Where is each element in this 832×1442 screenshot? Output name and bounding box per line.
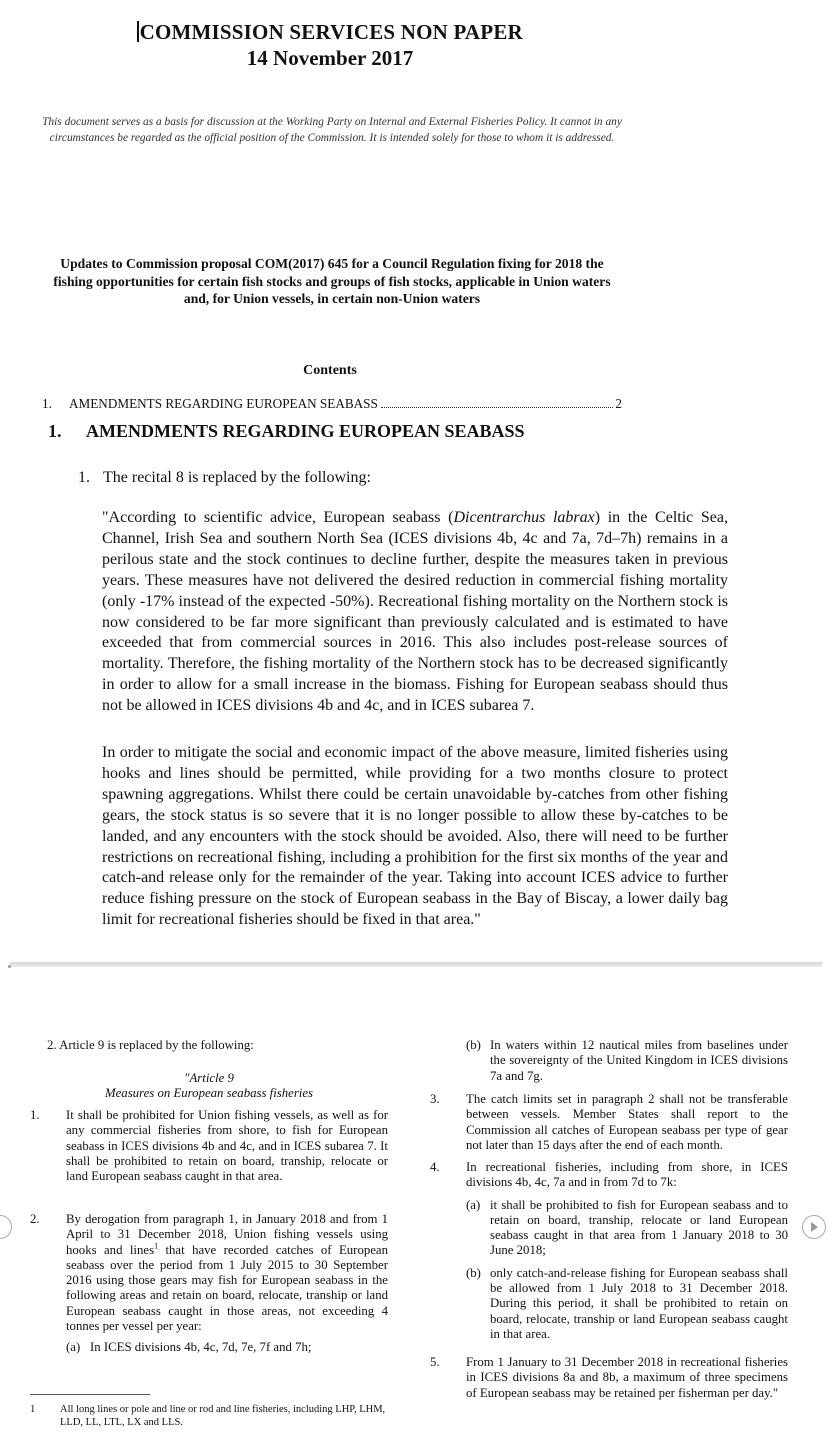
- toc-entry-label: AMENDMENTS REGARDING EUROPEAN SEABASS: [69, 396, 378, 411]
- updates-title: Updates to Commission proposal COM(2017) 645 for a Council Regulation fixing for 2018 the fishing opportunities for certain fish stocks and groups of fish stocks, applicable in Union waters and, for Union vessels, in certain non-Union waters: [53, 256, 611, 306]
- article-paragraph-3: 3. The catch limits set in paragraph 2 shall not be transferable between vessels. Member States shall report to the Commission all catches of European seabass per type of gear not later than 15 days after the end of each month.: [430, 1092, 788, 1152]
- text-cursor: [137, 21, 139, 42]
- toc-entry-page: 2: [615, 396, 622, 411]
- section-heading: 1. AMENDMENTS REGARDING EUROPEAN SEABASS: [48, 421, 525, 441]
- document-title: COMMISSION SERVICES NON PAPER: [0, 20, 660, 45]
- article-paragraph-2: 2. By derogation from paragraph 1, in January 2018 and from 1 April to 31 December 2018, Union fishing vessels using hooks and lines$^1$ that have recorded catches of European seabass over the period from 1 July 2015 to 30 September 2016 using those gears may fish for European seabass in the following areas and retain on board, relocate, tranship or land European seabass caught in those areas, not exceeding 4 tonnes per vessel per year: (a) In ICES divisions 4b, 4c, 7d, 7e, 7f and 7h;: [30, 1212, 388, 1355]
- previous-page-button[interactable]: [0, 1215, 12, 1239]
- article-paragraph-4: 4. In recreational fisheries, including from shore, in ICES divisions 4b, 4c, 7a and in from 7d to 7k: (a) it shall be prohibited to fish for European seabass and to retain on board, tranship, relocate or land European seabass caught in that area from 1 January 2018 to 30 June 2018; (b) only catch-and-release fishing for European seabass shall be allowed from 1 July 2018 to 31 December 2018. During this period, it shall be prohibited to retain on board, relocate, tranship or land European seabass caught in that area.: [430, 1160, 788, 1341]
- article-paragraph-1: 1. It shall be prohibited for Union fishing vessels, as well as for any commercial fisheries from shore, to fish for European seabass in ICES divisions 4b and 4c, and in ICES subarea 7. It shall be prohibited to retain on board, tranship, relocate or land European seabass caught in that area.: [30, 1108, 388, 1184]
- article-subtitle: Measures on European seabass fisheries: [104, 1086, 314, 1101]
- toc-leader-dots: [381, 407, 614, 408]
- paragraph-2-item-b: (b) In waters within 12 nautical miles from baselines under the sovereignty of the United Kingdom in ICES divisions 7a and 7g.: [466, 1038, 788, 1083]
- recital-intro: 1. The recital 8 is replaced by the following:: [78, 469, 371, 486]
- toc-entry-number: 1.: [42, 396, 52, 411]
- article-title: "Article 9 Measures on European seabass fisheries: [30, 1071, 388, 1102]
- article-paragraph-5: 5. From 1 January to 31 December 2018 in recreational fisheries in ICES divisions 8a and 8b, a maximum of three specimens of European seabass may be retained per fisherman per day.": [430, 1355, 788, 1400]
- scroll-marker: [8, 965, 11, 968]
- species-name: Dicentrarchus labrax: [453, 509, 595, 526]
- article-intro: 2. Article 9 is replaced by the following:: [47, 1038, 254, 1052]
- paragraph-4-item-a: (a) it shall be prohibited to fish for European seabass and to retain on board, tranship, relocate or land European seabass caught in that area from 1 January 2018 to 30 June 2018;: [466, 1197, 788, 1258]
- footnote-separator: [30, 1394, 150, 1395]
- play-icon: [811, 1222, 818, 1232]
- contents-heading: Contents: [303, 363, 357, 378]
- next-page-button[interactable]: [802, 1215, 826, 1239]
- document-date: 14 November 2017: [246, 46, 414, 70]
- footnote-ref[interactable]: 1: [154, 1241, 159, 1251]
- paragraph-2-item-a: (a) In ICES divisions 4b, 4c, 7d, 7e, 7f and 7h;: [66, 1340, 312, 1355]
- footnote: 1 All long lines or pole and line or rod and line fisheries, including LHP, LHM, LLD, LL, LTL, LX and LLS.: [30, 1404, 386, 1428]
- paragraph-4-item-b: (b) only catch-and-release fishing for European seabass shall be allowed from 1 July 2018 to 31 December 2018. During this period, it shall be prohibited to retain on board, relocate, tranship or land European seabass caught in that area.: [466, 1265, 788, 1341]
- page-divider: [10, 962, 822, 967]
- toc-entry[interactable]: [42, 396, 622, 412]
- recital-quote-paragraph-1: "According to scientific advice, European seabass (Dicentrarchus labrax) in the Celtic Sea, Channel, Irish Sea and southern North Sea (ICES divisions 4b, 4c and 7a, 7d–7h) remains in a perilous state and the stock continues to decline further, despite the measures taken in previous years. These measures have not delivered the desired reduction in commercial fishing mortality (only -17% instead of the expected -50%). Recreational fishing mortality on the Northern stock is now considered to be far more significant than previously calculated and is estimated to have exceeded that from commercial sources in 2016. This also includes post-release sources of mortality. Therefore, the fishing mortality of the Northern stock has to be decreased significantly in order to allow for a small increase in the biomass. Fishing for European seabass should thus not be allowed in ICES divisions 4b and 4c, and in ICES subarea 7.: [102, 509, 729, 715]
- recital-quote-paragraph-2: In order to mitigate the social and economic impact of the above measure, limited fisheries using hooks and lines should be permitted, while providing for a two months closure to protect spawning aggregations. Whilst there could be certain unavoidable by-catches from other fishing gears, the stock status is so severe that it is no longer possible to allow these by-catches to be landed, and any encounters with the stock should be avoided. Also, there will need to be further restrictions on recreational fishing, including a prohibition for the first six months of the year and catch-and release only for the remainder of the year. Taking into account ICES advice to further reduce fishing pressure on the stock of European seabass in the Bay of Biscay, a lower daily bag limit for recreational fisheries should be fixed in that area.": [102, 744, 728, 929]
- disclaimer-text: This document serves as a basis for discussion at the Working Party on Internal and External Fisheries Policy. It cannot in any circumstances be regarded as the official position of the Commission. It is intended solely for those to whom it is addressed.: [42, 116, 622, 144]
